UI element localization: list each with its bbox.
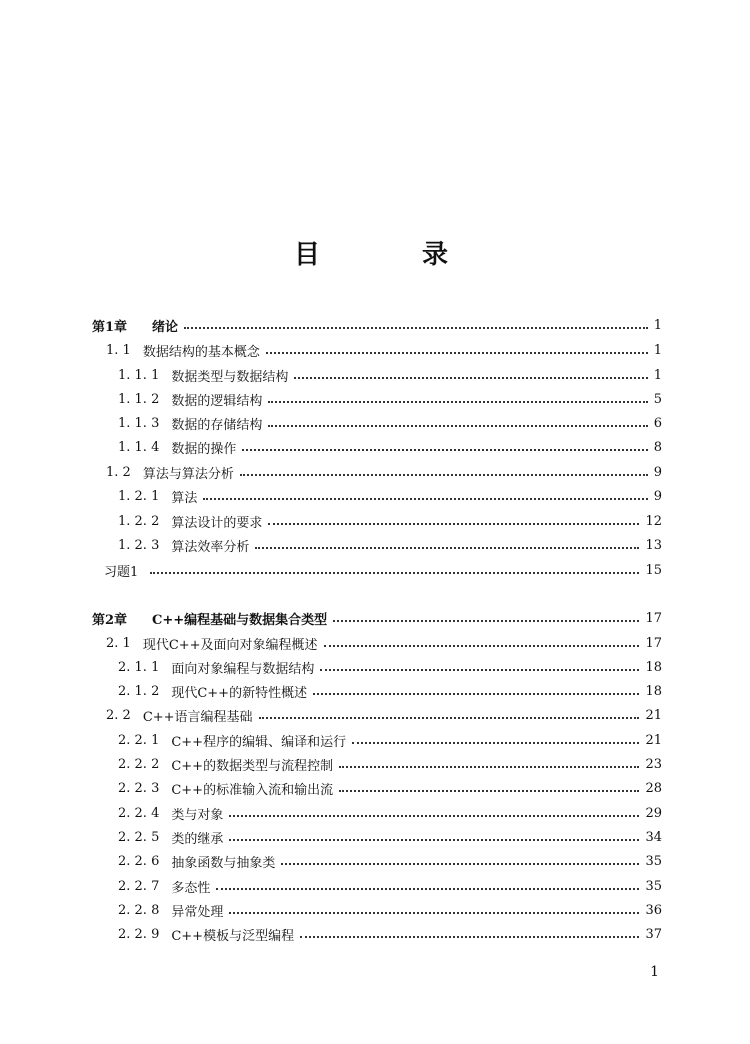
- toc-leader-dots: [184, 327, 648, 329]
- toc-entry[interactable]: [118, 850, 662, 872]
- toc-leader-dots: [352, 742, 639, 744]
- toc-entry[interactable]: [118, 826, 662, 848]
- toc-entry-page: 18: [645, 659, 662, 675]
- toc-entry[interactable]: [118, 485, 662, 507]
- toc-entry-title: 数据类型与数据结构: [171, 369, 289, 385]
- toc-entry-page: 23: [645, 756, 662, 772]
- toc-leader-dots: [216, 888, 639, 890]
- toc-entry-number: 1. 2. 2: [118, 513, 160, 529]
- toc-entry-page: 1: [653, 367, 662, 383]
- toc-entry-page: 21: [645, 732, 662, 748]
- toc-entry-number: 习题1: [104, 564, 139, 580]
- toc-leader-dots: [313, 693, 639, 695]
- toc-entry[interactable]: [118, 753, 662, 775]
- toc-entry-title: 数据的存储结构: [171, 417, 263, 433]
- toc-entry-title: 面向对象编程与数据结构: [171, 661, 315, 677]
- toc-entry-number: 2. 2. 9: [118, 926, 160, 942]
- toc-entry-number: 第2章: [92, 612, 128, 628]
- toc-entry-number: 2. 2. 4: [118, 805, 160, 821]
- toc-entry[interactable]: [118, 899, 662, 921]
- toc-entry-title: 异常处理: [171, 904, 224, 920]
- toc-entry[interactable]: [106, 632, 662, 654]
- toc-entry-page: 36: [645, 902, 662, 918]
- toc-leader-dots: [229, 912, 639, 914]
- toc-leader-dots: [229, 839, 639, 841]
- toc-entry-page: 1: [653, 317, 662, 333]
- toc-entry[interactable]: [118, 875, 662, 897]
- toc-entry-number: 2. 2. 2: [118, 756, 160, 772]
- toc-entry[interactable]: [106, 704, 662, 726]
- toc-entry[interactable]: [106, 339, 662, 361]
- toc-entry-title: 现代C++及面向对象编程概述: [142, 637, 318, 653]
- toc-entry-title: C++的数据类型与流程控制: [171, 758, 334, 774]
- toc-entry-page: 9: [653, 464, 662, 480]
- toc-entry-page: 5: [653, 391, 662, 407]
- toc-entry[interactable]: [118, 680, 662, 702]
- toc-entry-page: 8: [653, 439, 662, 455]
- toc-entry-number: 2. 2. 3: [118, 780, 160, 796]
- toc-entry-page: 12: [645, 513, 662, 529]
- toc-entry-title: C++语言编程基础: [142, 709, 253, 725]
- toc-entry-title: 数据的操作: [171, 441, 237, 457]
- toc-entry-number: 第1章: [92, 319, 128, 335]
- toc-entry-number: 1. 1. 1: [118, 367, 160, 383]
- toc-entry-number: 2. 1. 2: [118, 683, 160, 699]
- toc-entry-number: 1. 1. 3: [118, 415, 160, 431]
- toc-entry-number: 2. 2. 8: [118, 902, 160, 918]
- toc-entry[interactable]: [118, 436, 662, 458]
- toc-entry-page: 34: [645, 829, 662, 845]
- toc-entry-title: C++模板与泛型编程: [171, 928, 295, 944]
- toc-entry-page: 6: [653, 415, 662, 431]
- toc-leader-dots: [268, 425, 647, 427]
- toc-entry[interactable]: [118, 534, 662, 556]
- toc-entry-number: 1. 1: [106, 342, 131, 358]
- toc-entry-title: 算法与算法分析: [142, 466, 234, 482]
- toc-entry-number: 1. 2. 1: [118, 488, 160, 504]
- toc-entry[interactable]: [118, 412, 662, 434]
- toc-leader-dots: [240, 474, 648, 476]
- toc-leader-dots: [259, 717, 640, 719]
- toc-entry-page: 17: [645, 635, 662, 651]
- toc-entry[interactable]: [118, 510, 662, 532]
- toc-leader-dots: [255, 547, 639, 549]
- toc-entry-number: 2. 2. 5: [118, 829, 160, 845]
- toc-leader-dots: [320, 669, 639, 671]
- page-title: 目 录: [293, 240, 486, 270]
- toc-entry-page: 21: [645, 707, 662, 723]
- toc-entry-page: 29: [645, 805, 662, 821]
- toc-entry-page: 35: [645, 878, 662, 894]
- toc-leader-dots: [333, 620, 639, 622]
- toc-entry-title: 类的继承: [171, 831, 224, 847]
- toc-entry-title: C++编程基础与数据集合类型: [152, 612, 328, 628]
- toc-entry[interactable]: [118, 777, 662, 799]
- toc-leader-dots: [339, 790, 639, 792]
- toc-entry[interactable]: [118, 802, 662, 824]
- toc-entry[interactable]: [92, 314, 662, 336]
- toc-entry-title: 算法: [171, 490, 198, 506]
- toc-entry-page: 1: [653, 342, 662, 358]
- toc-entry-title: 多态性: [171, 880, 211, 896]
- toc-leader-dots: [268, 401, 647, 403]
- toc-entry-page: 37: [645, 926, 662, 942]
- toc-entry-title: C++的标准输入流和输出流: [171, 782, 334, 798]
- toc-leader-dots: [324, 645, 640, 647]
- page-number: 1: [650, 964, 659, 980]
- toc-entry[interactable]: [106, 461, 662, 483]
- toc-entry-number: 1. 2: [106, 464, 131, 480]
- toc-leader-dots: [266, 352, 648, 354]
- toc-entry-page: 15: [645, 562, 662, 578]
- toc-entry-number: 2. 2. 1: [118, 732, 160, 748]
- toc-entry-number: 1. 2. 3: [118, 537, 160, 553]
- toc-entry-number: 2. 2: [106, 707, 131, 723]
- toc-leader-dots: [203, 498, 647, 500]
- toc-entry[interactable]: [118, 364, 662, 386]
- toc-entry[interactable]: [118, 729, 662, 751]
- toc-leader-dots: [300, 936, 639, 938]
- toc-entry[interactable]: [104, 559, 662, 581]
- toc-entry-page: 17: [645, 610, 662, 626]
- toc-entry-title: 类与对象: [171, 807, 224, 823]
- toc-leader-dots: [242, 449, 647, 451]
- toc-entry-page: 28: [645, 780, 662, 796]
- toc-entry[interactable]: [118, 923, 662, 945]
- toc-entry-title: 算法设计的要求: [171, 515, 263, 531]
- toc-entry-number: 1. 1. 4: [118, 439, 160, 455]
- toc-entry-title: 现代C++的新特性概述: [171, 685, 308, 701]
- toc-leader-dots: [268, 523, 639, 525]
- toc-leader-dots: [339, 766, 639, 768]
- toc-leader-dots: [294, 377, 647, 379]
- toc-entry-number: 1. 1. 2: [118, 391, 160, 407]
- toc-entry-title: 数据的逻辑结构: [171, 393, 263, 409]
- toc-entry-page: 13: [645, 537, 662, 553]
- toc-entry-number: 2. 1. 1: [118, 659, 160, 675]
- toc-entry-title: 抽象函数与抽象类: [171, 855, 276, 871]
- toc-entry-page: 35: [645, 853, 662, 869]
- toc-entry-title: C++程序的编辑、编译和运行: [171, 734, 347, 750]
- toc-entry-title: 绪论: [152, 319, 179, 335]
- toc-entry-title: 算法效率分析: [171, 539, 250, 555]
- toc-entry-number: 2. 1: [106, 635, 131, 651]
- toc-entry-page: 18: [645, 683, 662, 699]
- toc-leader-dots: [229, 815, 639, 817]
- toc-leader-dots: [281, 863, 639, 865]
- toc-entry[interactable]: [118, 388, 662, 410]
- toc-entry-number: 2. 2. 6: [118, 853, 160, 869]
- toc-entry[interactable]: [118, 656, 662, 678]
- toc-entry-page: 9: [653, 488, 662, 504]
- toc-entry-number: 2. 2. 7: [118, 878, 160, 894]
- toc-leader-dots: [150, 572, 639, 574]
- toc-entry-title: 数据结构的基本概念: [142, 344, 260, 360]
- toc-entry[interactable]: [92, 607, 662, 629]
